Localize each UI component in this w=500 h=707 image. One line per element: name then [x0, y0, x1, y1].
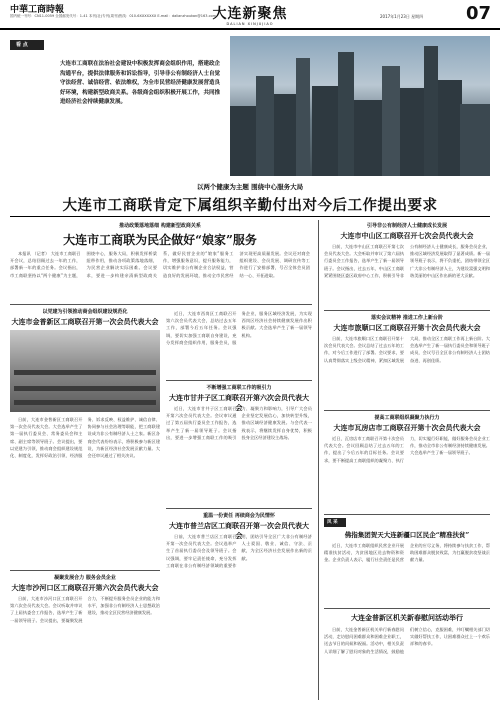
main-headline: 大连市工商联肯定下属组织辛勤付出对今后工作提出要求: [62, 197, 438, 214]
row-divider-right-2: [324, 410, 490, 411]
section-tag-label: 看 点: [16, 42, 28, 48]
article-8-body: 日前，大连市普兰店区工商联召开第一次会员代表大会。会议选举产生了首届执行委员会及领导班子。会议强调，要牢记责任使命，充分发挥工商联在非公有制经济领域的重要作用，团结引导全区广大非公有制经济人士爱国、敬业、诚信、守法、贡献，为全区经济社会发展作出新的贡献。: [166, 534, 312, 568]
article-2-body: 日前，大连市中山区工商联召开第七次会员代表大会。大会听取并审议了第六届执行委员会工作报告，选举产生了新一届领导班子。会议指出，过去五年，中山区工商联紧紧围绕区委区政府中心工作，积极引导非公有制经济人士健康成长，服务会员企业，推动区域经济发展取得了显著成绩。新一届领导班子表示，将不负重托，团结带领全区广大非公有制经济人士，为建设富强文明和谐美丽的中山区作出新的更大贡献。: [324, 244, 490, 278]
section-tag: [10, 40, 44, 50]
article-9-headline: 大连市瓦房店市工商联召开第十次会员代表大会: [333, 423, 481, 432]
row-divider-2: [166, 380, 312, 381]
row-divider-right-4: [324, 608, 490, 609]
article-3-kicker: 以党建为引领推动商会组织建设规范化: [42, 309, 128, 315]
article-11-body: 日前，大连金普新区机关举行新春慰问活动，走访慰问困难群众和困难企业职工，送去节日的问候和祝福。活动中，相关负责人详细了解了慰问对象的生活情况，鼓励他们树立信心，克服困难，并叮嘱相关部门切实做好帮扶工作，让困难群众过上一个欢乐祥和的春节。: [324, 627, 490, 654]
section-logo-sub: DALIAN XINJUJIAO: [226, 22, 274, 26]
row-divider-right-1: [324, 310, 490, 311]
article-3-body: 日前，大连市金普新区工商联召开第一次会员代表大会。大会选举产生了第一届执行委员会、常务委员会和主席、副主席等领导班子。会议提出，要以党建为引领，推动商会组织建设规范化、制度化，发挥好政治引领、经济服务、诉求反映、权益维护、诚信自律、协同参与社会治理等职能，把工商联建设成为非公有制经济人士之家。新区各商会代表纷纷表示，将积极参与新区建设，为新区经济社会发展贡献力量。大会还审议通过了相关决议。: [10, 417, 160, 459]
article-9-kicker: 提高工商联组织凝聚力执行力: [374, 415, 440, 421]
section-logo: 大连新聚焦: [212, 6, 288, 22]
article-5-kicker: 不断增强工商联工作的吸引力: [206, 385, 272, 391]
issue-date: 2017年1月23日 星期四: [380, 14, 424, 19]
city-skyline-photo: [230, 36, 490, 176]
row-divider-left-bottom: [10, 570, 160, 571]
meeting-photo: [10, 330, 160, 412]
article-6-headline: 大连市旅顺口区工商联召开第十次会员代表大会: [333, 323, 481, 332]
row-divider-1: [10, 304, 312, 305]
row-divider-right-3: [324, 514, 490, 515]
article-5-headline: 大连市甘井子区工商联召开第六次会员代表大会: [169, 393, 309, 412]
article-8-kicker: 重温一份责任 再续商会为民情怀: [203, 513, 275, 519]
article-11-headline: 大连金普新区机关新春慰问活动举行: [351, 613, 463, 622]
article-7-headline: 大连市沙河口区工商联召开第六次会员代表大会: [11, 583, 159, 592]
article-8-headline: 大连市普兰店区工商联召开第一次会员代表大会: [169, 521, 309, 540]
article-1-kicker: 推动政策落地落细 构建新型政商关系: [119, 223, 201, 229]
masthead-info: 国内统一刊号：CN11-0059 全国邮发代号：1-41 本刊(社)专刊(周刊)热线：010-6XXXXXXX E-mail：dalianzhoukan@163.com: [10, 14, 217, 18]
article-5-body: 近日，大连市甘井子区工商联召开第六次会员代表大会。会议审议通过了第五届执行委员会工作报告，选举产生了新一届领导班子。会议指出，要进一步增强工商联工作的吸引力、凝聚力和影响力，引导广大会员企业坚定发展信心，加快转型升级，推动区域经济健康发展。与会代表一致表示，将继续发挥自身优势，积极投身全区经济建设主战场。: [166, 406, 312, 440]
article-6-body: 日前，大连市旅顺口区工商联召开第十次会员代表大会。会议总结了过去五年的工作，对今后工作进行了部署。会议要求，要认真贯彻落实上级会议精神，紧扣区域发展大局，推动全区工商联工作再上新台阶。大会选举产生了新一届执行委员会和领导班子成员，会议号召全区非公有制经济人士团结奋进、再创佳绩。: [324, 336, 490, 363]
column-divider-right: [318, 220, 319, 700]
article-1-headline: 大连市工商联为民企做好“娘家”服务: [63, 233, 257, 247]
article-9-body: 近日，瓦房店市工商联召开第十次会员代表大会。会议回顾总结了过去五年的工作，提出了今后五年的目标任务。会议要求，要不断提高工商联组织的凝聚力、执行力，切实履行好职能，做好服务会员企业工作，推动全市非公有制经济持续健康发展。大会选举产生了新一届领导班子。: [324, 436, 490, 463]
article-1-body: 本报讯 （记者） 大连市工商联召开会议，总结回顾过去一年的工作，部署新一年的重点任务。会议指出，市工商联坚持以“两个健康”为主题，围绕中心，服务大局，积极发挥桥梁纽带作用，推动各项政策落地落细，为民营企业解决实际困难。会议要求，要进一步构建亲清新型政商关系，做好民营企业的“娘家”服务工作，增强服务意识，提升服务能力，切实维护非公有制企业合法权益，营造良好的发展环境，推动全市民营经济实现更高质量发展。会议还对商会组织建设、会员发展、调研宣传等工作进行了安排部署，号召全体会员团结一心、开拓进取。: [10, 251, 310, 278]
page-number: 07: [466, 3, 492, 24]
feature-tag: 风 采: [324, 518, 346, 527]
row-divider-3: [166, 508, 312, 509]
article-2-kicker: 引导非公有制经济人士健康成长发展: [366, 223, 447, 229]
article-3-headline: 大连市金普新区工商联召开第一次会员代表大会: [11, 317, 159, 326]
intro-text: 大连市工商联在法治社会建设中积极发挥商会组织作用，搭建政企沟通平台，提供法律服务和诉讼指导，引导非公有制经济人士自觉守法经营、诚信经营、依法维权，为全市民营经济健康发展营造良好环境，构建新型政商关系。各级商会组织积极开展工作，共同推进经济社会持续健康发展。: [60, 61, 220, 106]
article-2-headline: 大连市中山区工商联召开七次会员代表大会: [340, 231, 474, 240]
article-7-kicker: 凝聚发展合力 服务会员企业: [54, 575, 116, 581]
paper-name: 中華工商時報: [10, 5, 65, 15]
article-7-body: 日前，大连市沙河口区工商联召开第六次会员代表大会。会议听取并审议了上届执委会工作报告，选举产生了新一届领导班子。会议提出，要凝聚发展合力，不断提升服务会员企业的能力和水平，加强非公有制经济人士思想政治建设，推动全区民营经济健康发展。: [10, 596, 160, 623]
article-10-headline: 佛指集团贺天大连新疆口区民企“精准扶贫”: [344, 531, 470, 539]
article-6-kicker: 落实会议精神 推进工作上新台阶: [371, 315, 443, 321]
article-4-body: 近日，大连市西岗区工商联召开第六次会员代表大会，总结过去五年工作，部署今后五年任务。会议强调，要切实加强工商联自身建设，充分发挥商会组织作用，服务会员，服务企业，服务区域经济发展，为实现西岗区经济社会持续健康发展作出积极贡献。大会选举产生了新一届领导机构。: [166, 311, 312, 345]
masthead: [0, 0, 500, 30]
headline-divider: [10, 216, 490, 217]
article-10-body: 近日，大连市工商联组织民营企业开展精准扶贫活动，为贫困地区送去物资和资金。企业负责人表示，履行社会责任是民营企业的应尽义务，将持续参与扶贫工作，帮助困难群众脱贫致富，为打赢脱贫攻坚战贡献力量。: [324, 543, 490, 563]
photo-caption: 以两个健康为主题 围绕中心服务大局: [196, 183, 304, 191]
